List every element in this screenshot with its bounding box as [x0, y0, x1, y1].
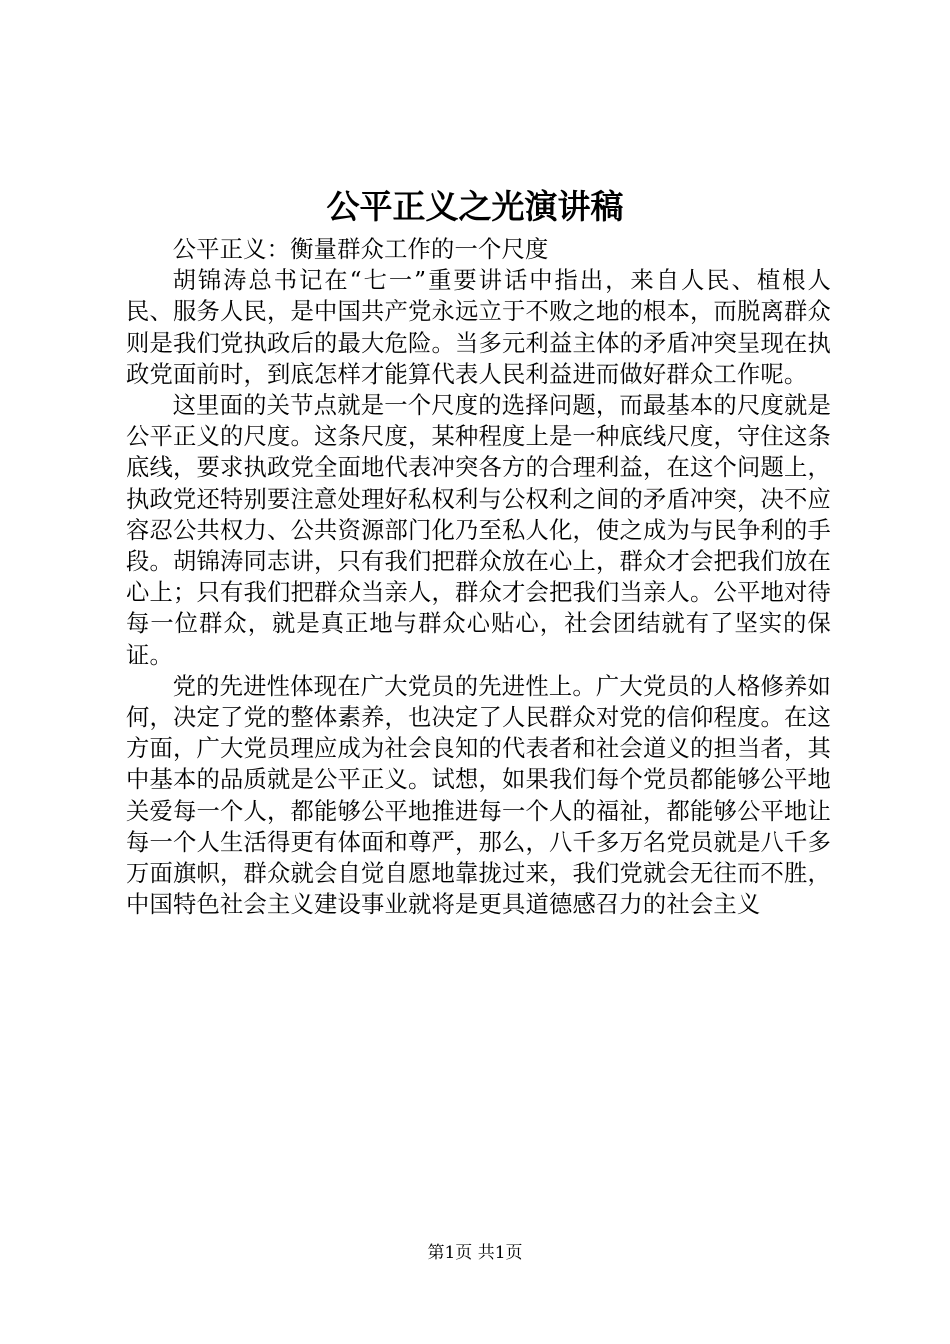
body-paragraph-2: 这里面的关节点就是一个尺度的选择问题，而最基本的尺度就是公平正义的尺度。这条尺度，某种程度上是一种底线尺度，守住这条底线，要求执政党全面地代表冲突各方的合理利益，在这个问题上，执政党还特别要注意处理好私权利与公权利之间的矛盾冲突，决不应容忍公共权力、公共资源部门化乃至私人化，使之成为与民争利的手段。胡锦涛同志讲，只有我们把群众放在心上，群众才会把我们放在心上；只有我们把群众当亲人，群众才会把我们当亲人。公平地对待每一位群众，就是真正地与群众心贴心，社会团结就有了坚实的保证。	[126, 392, 831, 669]
document-body	[126, 234, 831, 920]
body-paragraph-1: 胡锦涛总书记在“七一”重要讲话中指出，来自人民、植根人民、服务人民，是中国共产党永远立于不败之地的根本，而脱离群众则是我们党执政后的最大危险。当多元利益主体的矛盾冲突呈现在执政党面前时，到底怎样才能算代表人民利益进而做好群众工作呢。	[126, 267, 831, 388]
document-title: 公平正义之光演讲稿	[326, 187, 624, 226]
body-paragraph-3: 党的先进性体现在广大党员的先进性上。广大党员的人格修养如何，决定了党的整体素养，也决定了人民群众对党的信仰程度。在这方面，广大党员理应成为社会良知的代表者和社会道义的担当者，其中基本的品质就是公平正义。试想，如果我们每个党员都能够公平地关爱每一个人，都能够公平地推进每一个人的福祉，都能够公平地让每一个人生活得更有体面和尊严，那么，八千多万名党员就是八千多万面旗帜，群众就会自觉自愿地靠拢过来，我们党就会无往而不胜，中国特色社会主义建设事业就将是更具道德感召力的社会主义	[126, 672, 831, 919]
page-number-footer: 第1页 共1页	[427, 1243, 523, 1263]
subtitle-paragraph: 公平正义：衡量群众工作的一个尺度	[172, 236, 549, 263]
